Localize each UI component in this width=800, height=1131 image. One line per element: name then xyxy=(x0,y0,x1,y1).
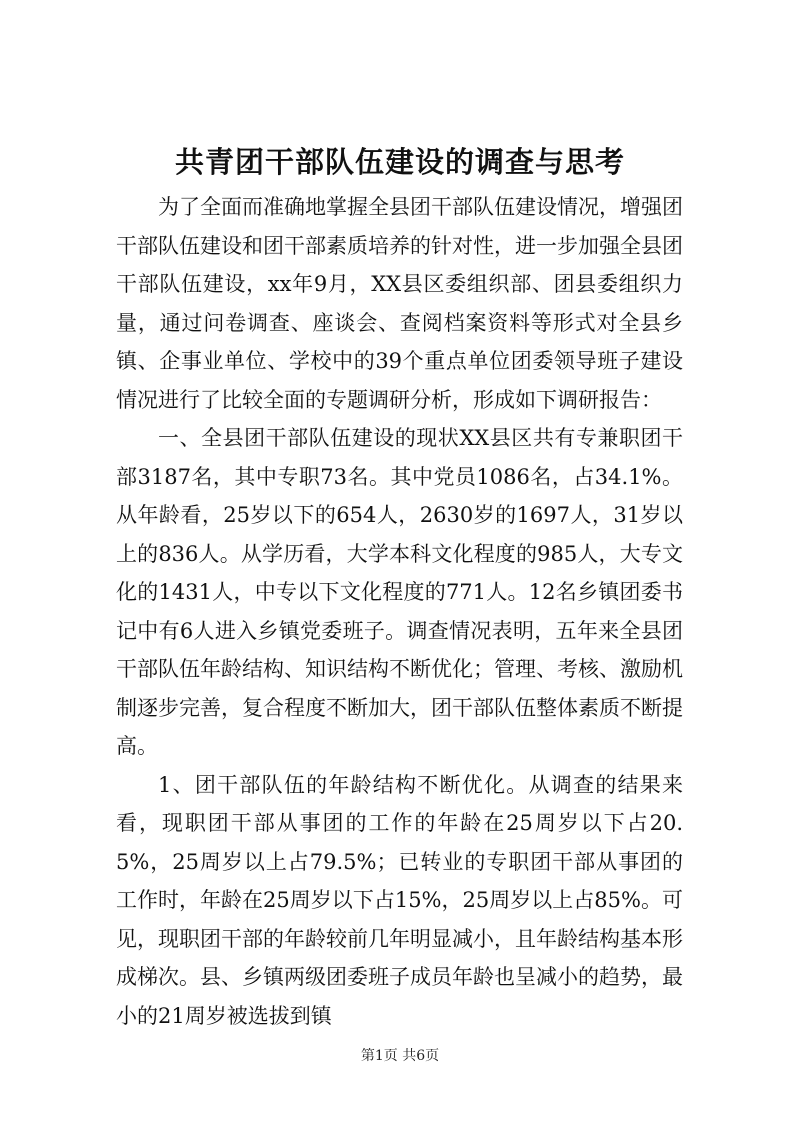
paragraph-intro: 为了全面而准确地掌握全县团干部队伍建设情况，增强团干部队伍建设和团干部素质培养的针对性，进一步加强全县团干部队伍建设，xx年9月，XX县区委组织部、团县委组织力量，通过问卷调查、座谈会、查阅档案资料等形式对全县乡镇、企事业单位、学校中的39个重点单位团委领导班子建设情况进行了比较全面的专题调研分析，形成如下调研报告： xyxy=(116,195,683,412)
page-footer: 第1页 共6页 xyxy=(360,1048,440,1064)
paragraph-age-structure: 1、团干部队伍的年龄结构不断优化。从调查的结果来看，现职团干部从事团的工作的年龄在25周岁以下占20.5%，25周岁以上占79.5%；已转业的专职团干部从事团的工作时，年龄在25周岁以下占15%，25周岁以上占85%。可见，现职团干部的年龄较前几年明显减小，且年龄结构基本形成梯次。县、乡镇两级团委班子成员年龄也呈减小的趋势，最小的21周岁被选拔到镇 xyxy=(116,772,683,1028)
document-body xyxy=(116,188,683,1035)
document-title: 共青团干部队伍建设的调查与思考 xyxy=(174,145,625,179)
paragraph-current-status: 一、全县团干部队伍建设的现状XX县区共有专兼职团干部3187名，其中专职73名。其中党员1086名，占34.1%。从年龄看，25岁以下的654人，2630岁的1697人，31岁以上的836人。从学历看，大学本科文化程度的985人，大专文化的1431人，中专以下文化程度的771人。12名乡镇团委书记中有6人进入乡镇党委班子。调查情况表明，五年来全县团干部队伍年龄结构、知识结构不断优化；管理、考核、激励机制逐步完善，复合程度不断加大，团干部队伍整体素质不断提高。 xyxy=(116,426,683,758)
